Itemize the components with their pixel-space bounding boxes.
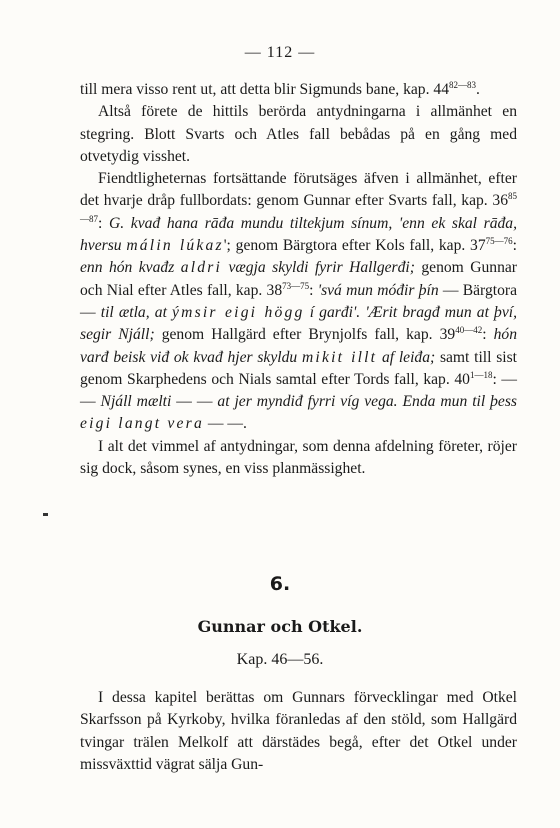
text-run: Fiendtligheternas fortsättande förutsäges äfven i allmänhet, efter det hvarje dråp fullbordats: genom Gunnar efter Svarts fall, kap. 36 <box>80 170 517 210</box>
superscript: 82—83 <box>449 80 476 90</box>
text-run: samt till sist genom Skarphedens och Nials samtal efter Tords fall, kap. 40 <box>80 348 517 388</box>
paragraph-5: I dessa kapitel berättas om Gunnars förvecklingar med Otkel Skarfsson på Kyrkoby, hvilka föranledas af den stöld, som Hallgärd tvingar trälen Melkolf att därstädes begå, efter det Otkel under missväxttid vägrat sälja Gun- <box>80 689 517 773</box>
quote-italic: hón varđ beisk viđ ok kvađ hjer skyldu <box>80 326 517 366</box>
section-number: 6. <box>269 573 291 595</box>
paragraph-4: I alt det vimmel af antydningar, som denna afdelning företer, röjer sig dock, såsom synes, en viss planmässighet. <box>80 437 517 478</box>
quote-italic: G. kvađ hana rāđa mundu tiltekjum sínum, 'enn ek skal rāđa, hversu <box>80 214 518 255</box>
text-run: : <box>482 326 494 344</box>
text-run: — Bärgtora — <box>80 281 518 321</box>
text-run: '; genom Bärgtora efter Kols fall, kap. 37 <box>223 237 486 255</box>
quote-spaced: mikit illt <box>301 348 378 366</box>
quote-spaced: ýmsir eigi högg <box>172 303 305 321</box>
quote-italic: í garđi'. 'Ærit bragđ mun at því, segir Njáll; <box>80 303 517 344</box>
superscript: 40—42 <box>455 325 483 336</box>
text-run: genom Hallgärd efter Brynjolfs fall, kap. 39 <box>154 326 456 344</box>
paragraph-1 <box>80 79 517 101</box>
superscript: 73—75 <box>282 280 310 291</box>
quote-spaced: aldri <box>180 259 223 277</box>
paragraph-3 <box>80 168 517 436</box>
page-number: — 112 — <box>244 44 316 61</box>
superscript: 75—76 <box>485 236 513 247</box>
text-run: : <box>309 281 318 299</box>
quote-italic: vægja skyldi fyrir Hallgerđi; <box>228 259 415 277</box>
quote-italic: af leiđa; <box>381 348 436 366</box>
text-run: genom Gunnar och Nial efter Atles fall, kap. 38 <box>80 259 517 299</box>
text-run: till mera visso rent ut, att detta blir Sigmunds bane, kap. 44 <box>80 81 449 98</box>
quote-italic: Njáll mælti <box>100 393 172 411</box>
superscript: 1—18 <box>469 369 493 380</box>
text-run: — —. <box>203 415 247 433</box>
quote-spaced: málin lúkaz <box>126 237 224 255</box>
text-run: — — <box>171 393 218 411</box>
body-text-bottom <box>80 687 517 776</box>
chapter-range: Kap. 46—56. <box>236 651 324 668</box>
quote-italic: at jer myndiđ fyrri víg vega. Enda mun til þess <box>217 393 517 411</box>
text-run: . <box>476 81 480 98</box>
quote-italic: enn hón kvađz <box>80 259 175 277</box>
quote-italic: 'svá mun móđir þín <box>317 281 439 299</box>
text-run: : <box>512 237 517 255</box>
paragraph-2: Altså förete de hittils berörda antydningarna i allmänhet en stegring. Blott Svarts och Atles fall bebådas på en gång med otvetydig visshet. <box>80 103 517 165</box>
superscript: 85—87 <box>80 191 517 224</box>
quote-italic: til ætla, at <box>100 303 167 321</box>
text-run: : <box>98 214 109 232</box>
text-run: : — — <box>80 370 517 411</box>
section-title: Gunnar och Otkel. <box>197 617 363 636</box>
body-text-top <box>80 79 517 480</box>
margin-mark <box>43 513 48 516</box>
quote-spaced: eigi langt vera <box>80 415 204 433</box>
